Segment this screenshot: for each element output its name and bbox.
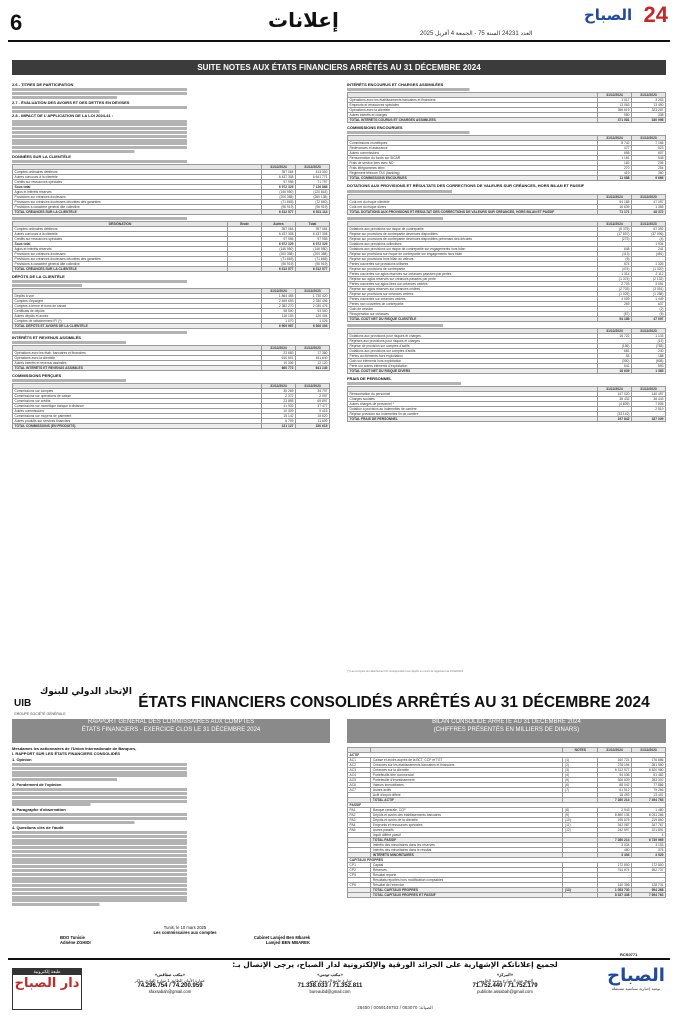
table-row: Coût net du risque divers 16 639 1 365 [349,204,664,209]
table-row: Opérations avec les étab. bancaires et financiers 23 683 17 380 [14,350,328,355]
table-depots-clientele [12,288,330,329]
office-tunis: «مكتب تونس» شارع جامع الزيتونة تونس 71.352.811 / 71.338.033 bureaubd@gmail.com [255,972,405,995]
bilan-banner [347,719,666,743]
heading-commissions-percues: COMMISSIONS PERÇUES [12,372,62,378]
table-row: Coût net du risque clientèle 54 185 47 097 [349,199,664,204]
table-row: Certificats de dépôts 98 500 93 500 [14,308,328,313]
auditors-report [12,746,330,946]
table-row: AC1 Caisse et avoirs auprès de la BCT, CCP et TGT (1) 160 721 176 886 [349,758,664,762]
page-header [0,0,678,38]
table-row: Crédits sur ressources spéciales 97 955 97 955 [14,236,328,241]
table-row: Frais de service tiers avec ND 182 206 [349,161,664,166]
footer-logo-sub: يومية إخبارية سياسية مستقلة [611,986,661,991]
section-row: PASSIF [348,803,666,808]
table-row: Provisions sur créances douteuses (200 358) (260 138) [14,194,328,199]
page-number: 6 [10,10,23,35]
table-row: TOTAL COMMISSIONS (EN PRODUITS) 131 127 150 615 [14,424,328,429]
table-row: Autres dépôts et avoirs 116 153 120 404 [14,313,328,318]
table-row: Intérêts des minoritaires dans les réserves 3 034 3 153 [348,843,666,848]
table-row: Rémunération du fonds sur SICAR 1 181 548 [349,156,664,161]
bilan-banner-line1: BILAN CONSOLIDÉ ARRÊTÉ AU 31 DÉCEMBRE 2024 [432,719,581,725]
table-row: PA3 Dépôts et avoirs de la clientèle (10) 195 675 219 860 [349,818,664,822]
table-header: DÉSIGNATION Brute Autres Total [13,221,330,226]
notes-right-column [347,82,666,668]
table-row: Pertes non couvertes de contrepartie 269 637 [349,301,664,306]
table-row: Redevances et assurance 477 523 [349,146,664,151]
heading-commissions-encourues: COMMISSIONS ENCOURUES [347,125,403,131]
report-heading-observation: 3. Paragraphe d'observation [12,807,66,813]
signatures [60,925,310,945]
table-row: Provisions à caractère général dite collective (96 919) (96 919) [14,204,328,209]
report-banner-line2: ÉTATS FINANCIERS - EXERCICE CLOS LE 31 DÉCEMBRE 2024 [81,726,261,733]
table-row: Emprunts et ressources spéciales 13 063 13 490 [349,103,664,108]
report-salutation: Mesdames les actionnaires de l'Union Internationale de Banques, [12,746,137,751]
heading-interets-revenus: INTÉRÊTS ET REVENUS ASSIMILÉS [12,334,81,340]
table-row: Intérêts des minoritaires dans le résultat 460 376 [348,848,666,853]
table-row: Commissions sur opérations de caisse 2 372 2 097 [14,394,328,399]
table-row: TOTAL PASSIF 7 280 214 6 739 965 [348,838,666,843]
signatory-right-name: Lamjed BEN MBAREK [265,940,310,945]
table-row: AC5 Portefeuille d'investissement (5) 306 639 283 302 [349,778,664,782]
table-row: Gain sur éléments hors exploitation (300) (608) [349,358,664,363]
table-interets-revenus [12,345,330,371]
table-row: AC3 Créances sur la clientèle (3) 6 312 577 6 520 980 [349,768,664,772]
table-header: 31/12/2024 31/12/2023 [348,386,666,391]
table-row: Récupération sur créances (87) (5) [349,311,664,316]
table-row: PA1 Banque centrale, CCP (8) 2 943 1 480 [349,808,664,812]
report-heading-opinion: 1. Opinion [12,756,32,762]
table-commissions-encourues [347,135,666,181]
table-header: NOTES 31/12/2024 31/12/2023 [348,748,666,753]
table-row: Provisions sur créances douteuses décotées des garanties (71 665) (71 665) [14,256,328,261]
table-row: Reprise sur provisions sur créances cédées (1 029) (1 258) [349,291,664,296]
table-row: Opérations avec la clientèle 610 601 611 640 [14,355,328,360]
section-title: إعلانات [268,8,339,32]
table-dotations-provisions [347,194,666,215]
table-row: TOTAL ACTIF 7 280 214 7 494 763 [348,798,666,803]
table-row: Actif d'impôt différé 18 493 13 401 [348,793,666,798]
table-row: Agios et intérêts réservés (146 950) (146 950) [14,246,328,251]
table-row: Autres charges de personnel * (4 609) 7 805 [349,401,664,406]
table-row: Provisions à caractère général dite collective (96 919) (96 919) [14,261,328,266]
table-bilan [347,747,666,898]
logo-number: 24 [643,2,668,27]
table-row: Rémunération du personnel 147 020 140 497 [349,391,664,396]
table-row: Sous total 6 972 329 6 972 329 [14,241,328,246]
signatory-left-firm: BDO Tunisie [60,935,85,940]
table-row: Dotations aux provisions sur risque de contrepartie (5 375) 67 392 [349,226,664,231]
table-row: Comptes ordinaires débiteurs 397 064 413 300 [14,169,328,174]
logo-word: الصباح [584,6,633,24]
bank-logo: UIB [14,698,32,709]
section-row: ACTIF [348,753,666,758]
table-row: TOTAL COÛT NET DU RISQUE CLIENTÈLE 54 185 47 097 [349,316,664,321]
header-divider [8,40,670,42]
table-row: Reprises aux provisions pour risques et charges - (13) [349,338,664,343]
table-row: CP2 Réserves 744 674 652 737 [349,868,664,872]
table-row: Dotations aux provisions collectives - 1 534 [349,241,664,246]
section-row: CAPITAUX PROPRES [348,858,666,863]
table-row: Autres commissions 658 607 [349,151,664,156]
footer-bottom-line: الصيانة: 083070 / 0059149753 / 28450 [357,1005,433,1010]
table-row: Dotations aux provisions sur comptes d'actifs 681 240 [349,348,664,353]
heading-frais-personnel: FRAIS DE PERSONNEL [347,375,392,381]
suite-notes-banner: SUITE NOTES AUX ÉTATS FINANCIERS ARRÊTÉS AU 31 DÉCEMBRE 2024 [12,60,666,75]
table-header: 31/12/2024 31/12/2023 [13,164,330,169]
table-row: Commissions sur moyens de paiement 15 142 15 620 [14,414,328,419]
table-row: Reprise sur agios réservés sur créances passées par perte (1 374) (2 132) [349,276,664,281]
report-heading-questions: 4. Questions clés de l'audit [12,824,64,830]
table-header: 31/12/2024 31/12/2023 [348,194,666,199]
table-row: Reprise de provision sur comptes d'actifs (156) (783) [349,343,664,348]
table-row: Charges sociales 38 432 36 443 [349,396,664,401]
signatory-right-firm: Cabinet Lamjed Ben Mbarek [253,935,310,940]
table-row: TOTAL COÛT NET DU RISQUE DIVERS 16 639 1 365 [349,368,664,373]
email-link[interactable]: sfaxsabah@gmail.com [148,989,192,995]
table-row: AC7 Autres actifs (7) 61 512 79 266 [349,788,664,792]
table-row: CP1 Capital 172 800 172 800 [349,863,664,867]
table-row: TOTAL CAPITAUX PROPRES (13) 1 053 730 954 268 [348,888,666,893]
heading-interets-encourus: INTÉRÊTS ENCOURUS ET CHARGES ASSIMILÉES [347,82,444,87]
table-row: Reprise sur provisions sur risque de contrepartie sur engagements hors bilan (113) (481) [349,251,664,256]
footer-logo[interactable] [604,965,668,1005]
table-row: Crédits sur ressources spéciales 97 955 71 797 [14,179,328,184]
table-row: Commissions sur comptes 35 269 34 797 [14,389,328,394]
table-row: Autres produits sur services financiers 6 709 11 609 [14,419,328,424]
office-sfax: «مكتب صفاقس» عمارة الأمان الطابق 1 شارع الهادي شاكر 74.200.959 / 74.296.754 sfaxsabah@gmail.com [95,972,245,995]
table-row: Pertes couvertes sur créances cédées 4 009 1 449 [349,296,664,301]
table-row: Frais télégrammes telex 270 254 [349,166,664,171]
table-row: INTÉRÊTS MINORITAIRES 3 494 3 529 [348,853,666,858]
edition-logo[interactable] [12,968,82,1010]
table-header: 31/12/2024 31/12/2023 [13,345,330,350]
footer-title: لجميع إعلاناتكم الإشهارية على الجرائد الورقية والإلكترونية لدار الصباح، يرجى الإتصال بـ: [232,960,558,969]
table-row: Dépôts à vue 1 864 455 1 730 420 [14,293,328,298]
heading-impact-loi: 2.8 - IMPACT DE L'APPLICATION DE LA LOI 2024-41 : [12,113,114,119]
table-row: Commissions monétiques 8 742 7 166 [349,141,664,146]
table-row: AC4 Portefeuille-titre commercial (4) 54 036 61 482 [349,773,664,777]
table-row: Reprise sur agios réservés sur créances cédées (2 703) (3 051) [349,286,664,291]
reference-code: RCS0771 [620,952,638,957]
table-row: TOTAL CRÉANCES SUR LA CLIENTÈLE 6 312 577 6 521 114 [14,209,328,214]
consolidated-title: ÉTATS FINANCIERS CONSOLIDÉS ARRÊTÉS AU 31 DÉCEMBRE 2024 [138,694,650,711]
table-row: Autres concours à la clientèle 6 437 308 6 641 771 [14,174,328,179]
bank-name-arabic: الإتحاد الدولي للبنوك [40,687,132,697]
table-row: Comptes de rattachement IFI (*) 1 070 1 026 [14,318,328,323]
heading-titres-participation: 2.6 - TITRES DE PARTICIPATION [12,82,74,87]
email-link[interactable]: bureaubd@gmail.com [309,989,351,995]
table-row: Opérations avec les établissements bancaires et financiers 1 017 3 253 [349,98,664,103]
table-row: Provisions sur créances douteuses décotées des garanties (71 665) (72 660) [14,199,328,204]
edition-name: دار الصباح [14,976,80,991]
heading-evaluation-devises: 2.7 - ÉVALUATION DES AVOIRS ET DES DETTES EN DEVISES [12,99,130,105]
bank-group: GROUPE SOCIÉTÉ GÉNÉRALE [14,712,66,716]
table-row: Autres commissions 10 309 9 415 [14,409,328,414]
table-creances-clientele [12,164,330,215]
newspaper-logo[interactable] [584,4,668,30]
signatures-title: Les commissaires aux comptes [153,930,217,935]
heading-dotations-provisions: DOTATIONS AUX PROVISIONS ET RÉSULTATS DES CORRECTIONS DE VALEURS SUR CRÉANCES, HORS BILAN ET PASSIF [347,183,585,189]
table-row: TOTAL COMMISSIONS ENCOURUES 11 088 9 666 [349,176,664,181]
table-row: Comptes ordinaires débiteurs 397 064 397 064 [14,226,328,231]
table-row: Comptes d'épargne 2 469 693 2 330 496 [14,298,328,303]
report-heading-1: I. RAPPORT SUR LES ÉTATS FINANCIERS CONSOLIDÉS [12,751,121,757]
table-header: 31/12/2024 31/12/2023 [348,221,666,226]
report-banner-line1: RAPPORT GÉNÉRAL DES COMMISSAIRES AUX COMPTES [87,719,255,725]
table-row: Dotations aux provisions sur risque de contrepartie sur engagements hors bilan 648 241 [349,246,664,251]
table-row: Reprise sur provisions hors bilan au valeurs (5) - [349,256,664,261]
table-row: Dotations aux provisions pour risques et charges 16 722 1 133 [349,333,664,338]
table-header: 31/12/2024 31/12/2023 [348,328,666,333]
edition-tag: طبعة إلكترونية [13,969,81,975]
heading-donnees-clientele: DONNÉES SUR LA CLIENTÈLE [12,153,71,159]
table-row: Dotation à provision au indemnités de carrière - 2 519 [349,406,664,411]
table-row: Reprise sur provisions de contrepartie devenues disponibles prévenant des décotes (273) (4) [349,236,664,241]
signatory-left-name: Adnène ZGHIDI [60,940,91,945]
table-row: Autres concours à la clientèle 6 437 308 6 437 308 [14,231,328,236]
city-date: Tunis, le 10 mars 2025 [163,925,207,930]
table-row: Comptes à terme et bons de caisse 2 382 270 2 030 476 [14,303,328,308]
table-cout-risque-divers [347,328,666,374]
table-row: Provisions sur créances douteuses (200 358) (200 358) [14,251,328,256]
table-row: PA4 Emprunts et ressources spéciales (11) 342 087 347 767 [349,823,664,827]
table-header: 31/12/2024 31/12/2023 [13,288,330,293]
bilan-consolide [347,746,666,951]
table-row: Sous total 6 972 329 7 126 868 [14,184,328,189]
table-row: Pertes couvertes sur agios liées sur créances cédées 2 703 3 051 [349,281,664,286]
table-row: Opérations avec la clientèle 356 619 323 287 [349,108,664,113]
table-row: Reprise provision sur indemnités fin de carrière (33 142) - [349,411,664,416]
table-row: Règlement télécom TAX (banking) 419 360 [349,171,664,176]
table-row: Agios et intérêts réservés (146 950) (120 818) [14,189,328,194]
table-row: Reprise sur provisions de contrepartie devenues disponibles (17 897) (37 096) [349,231,664,236]
table-interets-encourus [347,92,666,123]
table-frais-personnel [347,386,666,422]
table-row: Résultats reportés hors modification comptables - - [348,878,666,883]
table-header: 31/12/2024 31/12/2023 [13,384,330,389]
office-centre: «المركز» النهج عدد 4 شارع محمد الخامس 71.752.179 / 71.752.440 publicite.assabah@gmail.com [420,972,590,995]
table-row: Commissions sur monétique banque à distance 41 932 37 477 [14,404,328,409]
table-row: TOTAL CRÉANCES SUR LA CLIENTÈLE 6 312 577 6 312 577 [14,266,328,271]
heading-depots-clientele: DÉPÔTS DE LA CLIENTÈLE [12,273,65,279]
email-link[interactable]: publicite.assabah@gmail.com [477,989,533,995]
table-row: Gain de cession - (2) [349,306,664,311]
table-row: TOTAL INTÉRÊTS COURUS ET CHARGES ASSIMILÉES 371 081 330 998 [349,118,664,123]
table-header: 31/12/2024 31/12/2023 [348,93,666,98]
table-row: AC2 Créances sur les établissements bancaires et financiers (2) 278 194 281 560 [349,763,664,767]
table-row: CP5 Résultat reporté - - [349,873,664,877]
table-row: AC6 Valeurs immobilisées (6) 88 042 77 886 [349,783,664,787]
footnote: (*) Les comptes de rattachement IFI correspondent aux dépôts en cours de règlement au 31/12/2024. [347,670,464,673]
notes-left-column [12,82,330,668]
report-heading-fondement: 2. Fondement de l'opinion [12,782,62,787]
table-row: TOTAL CAPITAUX PROPRES ET PASSIF 8 337 438 7 694 763 [348,893,666,898]
bilan-banner-line2: (CHIFFRES PRÉSENTÉS EN MILLIERS DE DINARS) [433,726,580,733]
table-row: CP6 Résultat de l'exercice 140 356 128 731 [349,883,664,887]
report-banner [12,719,330,743]
issue-line: العدد 24231 السنة 75 - الجمعة 4 أفريل 2025 [420,31,533,37]
table-row: TOTAL INTÉRÊTS ET REVENUS ASSIMILÉS 660 772 641 140 [14,365,328,370]
table-row: TOTAL FRAIS DE PERSONNEL 197 842 187 009 [349,416,664,421]
table-row: PA2 Dépôts et avoirs des établissements bancaires (9) 8 890 135 6 031 266 [349,813,664,817]
table-row: Impôt différé passif 4 [348,833,666,838]
footer-logo-name: الصباح [607,965,665,986]
table-row: Autres intérêts et revenus assimilés 10 306 12 120 [14,360,328,365]
table-row: Perte sur autres éléments d'exploitation 641 593 [349,363,664,368]
table-ventilation-creances [12,221,330,272]
table-row: Commissions sur crédits 23 895 69 897 [14,399,328,404]
table-header: 31/12/2024 31/12/2023 [348,136,666,141]
table-cout-risque-clientele [347,221,666,322]
table-row: Autres intérêts et charges 950 338 [349,113,664,118]
table-row: PA5 Autres passifs (12) 242 597 221 891 [349,828,664,832]
table-commissions-percues [12,383,330,429]
table-row: Pertes couvertes sur agios réservés sur créances passives par pertes 1 314 2 112 [349,271,664,276]
table-row: Pertes au éléments hors exploitation 54 188 [349,353,664,358]
table-row: Reprise sur provisions de contrepartie (474) (1 320) [349,266,664,271]
table-row: TOTAL DOTATIONS AUX PROVISIONS ET RÉSULTAT DES CORRECTIONS DE VALEURS SUR CRÉANCES, HORS BILAN ET PASSIF 71 171 48 372 [349,209,664,214]
table-row: Pertes couvertes sur provisions utilisées 674 1 326 [349,261,664,266]
table-row: TOTAL DÉPÔTS ET AVOIRS DE LA CLIENTÈLE 6 909 967 6 306 303 [14,323,328,328]
